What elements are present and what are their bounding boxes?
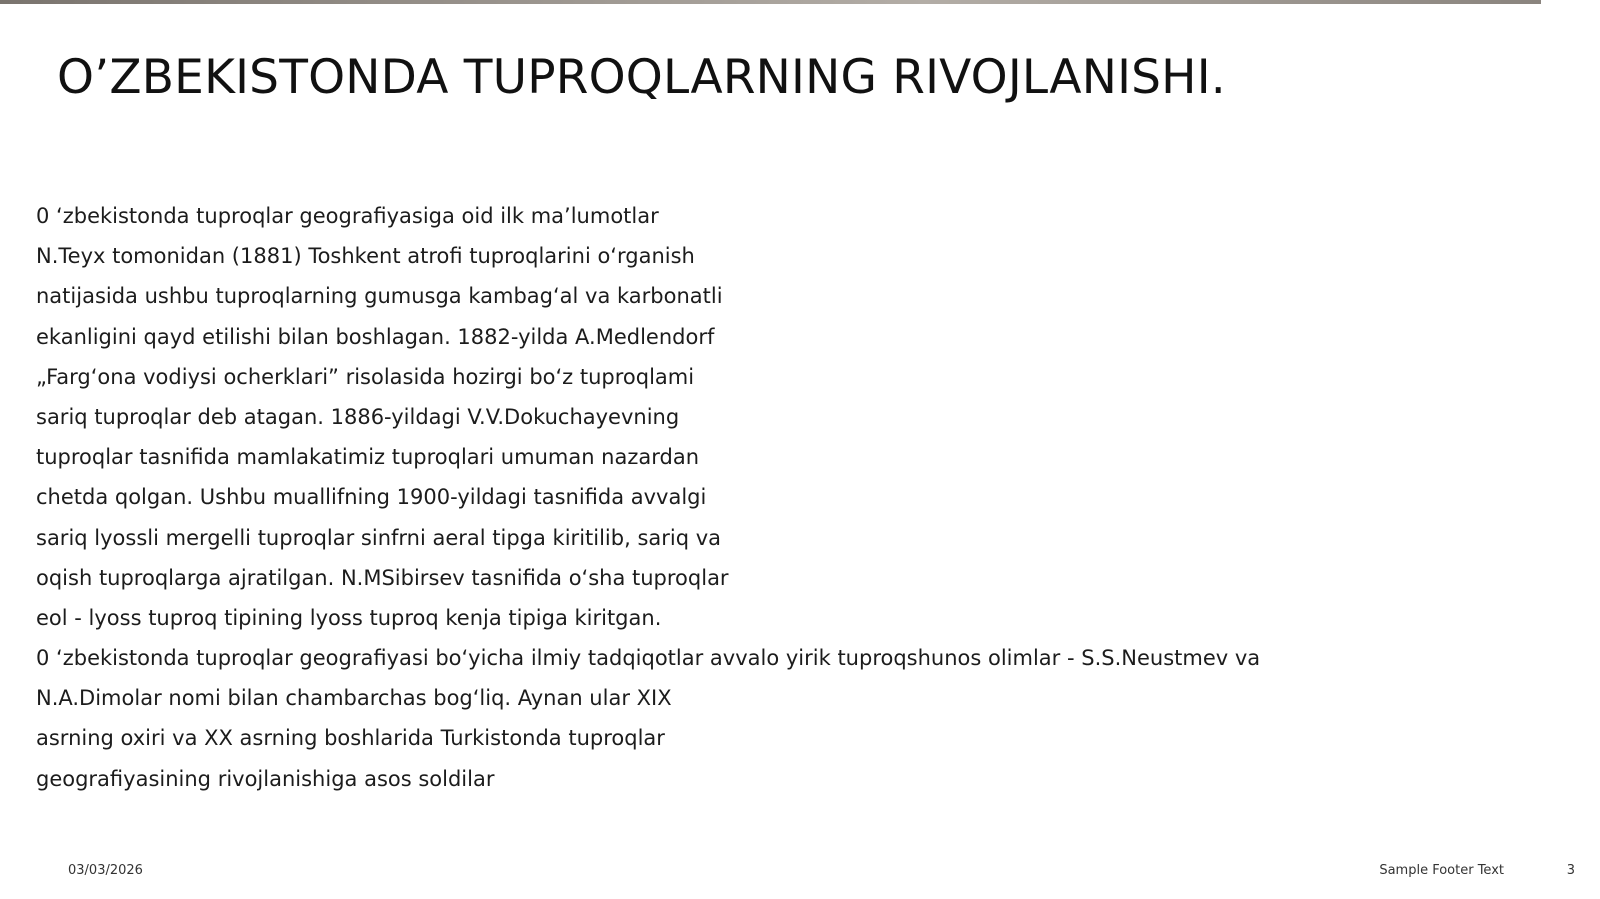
body-line: 0 ‘zbekistonda tuproqlar geografiyasi bo‘yicha ilmiy tadqiqotlar avvalo yirik tuproqshunos olimlar - S.S.Neustmev va (36, 646, 1261, 671)
body-line: sariq lyossli mergelli tuproqlar sinfrni aeral tipga kiritilib, sariq va (36, 525, 722, 550)
body-line: geografiyasining rivojlanishiga asos soldilar (36, 766, 495, 791)
body-line: natijasida ushbu tuproqlarning gumusga kambag‘al va karbonatli (36, 284, 723, 309)
body-line: asrning oxiri va XX asrning boshlarida Turkistonda tuproqlar (36, 726, 665, 751)
body-line: eol - lyoss tuproq tipining lyoss tuproq kenja tipiga kiritgan. (36, 605, 662, 630)
footer-text: Sample Footer Text (1379, 863, 1504, 878)
top-decorative-rule (0, 0, 1541, 4)
slide-number: 3 (1566, 863, 1575, 878)
body-line: chetda qolgan. Ushbu muallifning 1900-yildagi tasnifida avvalgi (36, 485, 707, 510)
slide-body-text (36, 196, 1260, 799)
body-line: oqish tuproqlarga ajratilgan. N.MSibirsev tasnifida o‘sha tuproqlar (36, 565, 729, 590)
body-line: N.A.Dimolar nomi bilan chambarchas bog‘liq. Aynan ular XIX (36, 686, 672, 711)
body-line: „Farg‘ona vodiysi ocherklari” risolasida hozirgi bo‘z tuproqlami (36, 364, 695, 389)
slide-title: O’ZBEKISTONDA TUPROQLARNING RIVOJLANISHI. (57, 50, 1226, 105)
body-line: tuproqlar tasnifida mamlakatimiz tuproqlari umuman nazardan (36, 445, 700, 470)
body-line: ekanligini qayd etilishi bilan boshlagan. 1882-yilda A.Medlendorf (36, 324, 715, 349)
body-line: 0 ‘zbekistonda tuproqlar geografiyasiga oid ilk ma’lumotlar (36, 204, 659, 228)
body-line: N.Teyx tomonidan (1881) Toshkent atrofi tuproqlarini o‘rganish (36, 244, 695, 269)
body-line: sariq tuproqlar deb atagan. 1886-yildagi V.V.Dokuchayevning (36, 404, 680, 429)
footer-date: 03/03/2026 (68, 863, 143, 878)
